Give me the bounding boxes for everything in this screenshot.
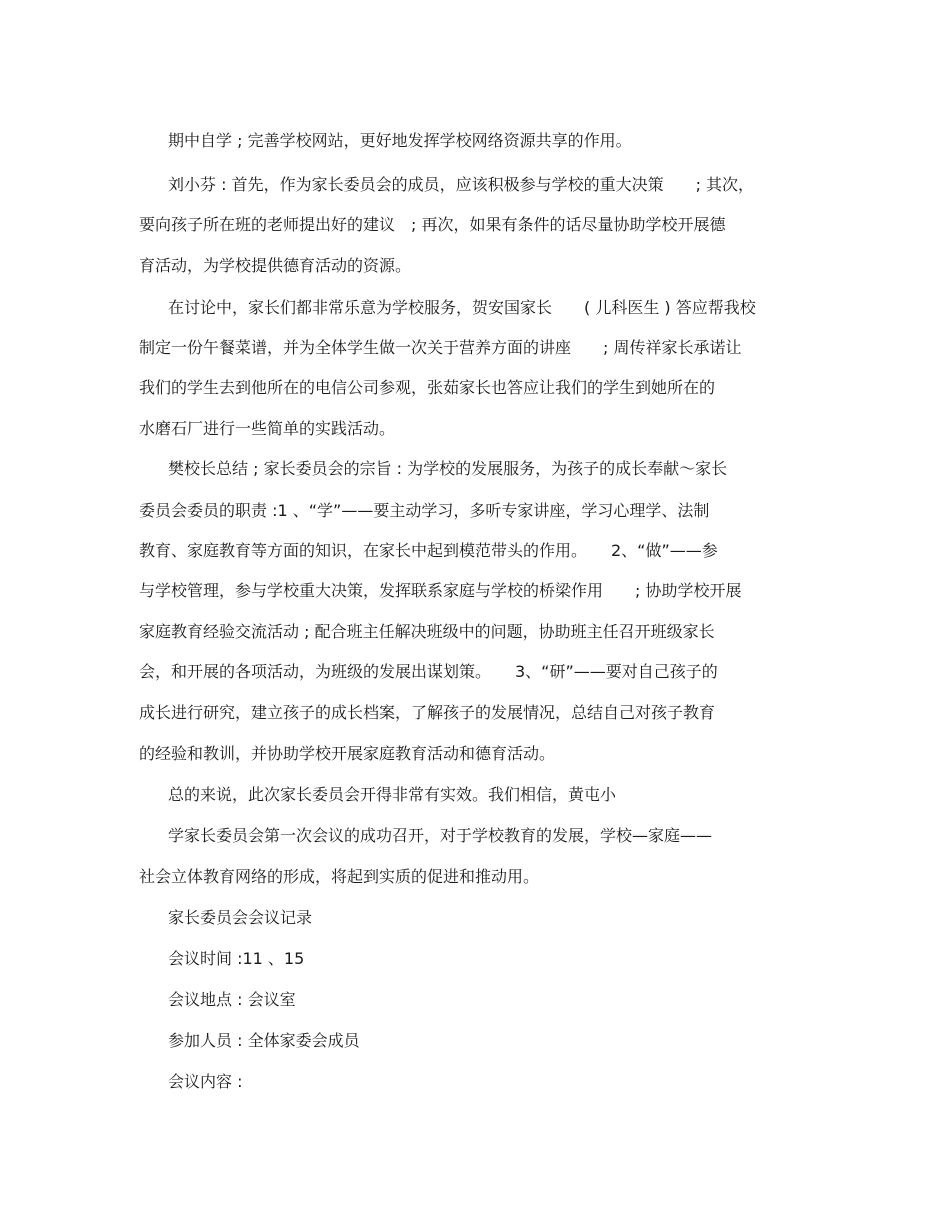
text-line: 的经验和教训，并协助学校开展家庭教育活动和德育活动。 xyxy=(139,744,556,763)
meeting-attendees: 参加人员 : 全体家委会成员 xyxy=(168,1031,360,1050)
text-line: 在讨论中，家长们都非常乐意为学校服务，贺安国家长 ( 儿科医生 ) 答应帮我校 xyxy=(168,298,756,317)
text-line: 总的来说，此次家长委员会开得非常有实效。我们相信，黄屯小 xyxy=(168,785,617,804)
text-line: 要向孩子所在班的老师提出好的建议 ; 再次，如果有条件的话尽量协助学校开展德 xyxy=(139,215,726,234)
meeting-content-label: 会议内容 : xyxy=(168,1072,243,1091)
text-line: 我们的学生去到他所在的电信公司参观，张茹家长也答应让我们的学生到她所在的 xyxy=(139,378,716,397)
text-line: 会，和开展的各项活动，为班级的发展出谋划策。 3、“研”——要对自己孩子的 xyxy=(139,662,718,681)
text-line: 家庭教育经验交流活动 ; 配合班主任解决班级中的问题，协助班主任召开班级家长 xyxy=(139,622,715,641)
meeting-time: 会议时间 :11 、15 xyxy=(168,949,305,968)
text-line: 期中自学 ; 完善学校网站，更好地发挥学校网络资源共享的作用。 xyxy=(168,131,632,150)
text-line: 刘小芬 : 首先，作为家长委员会的成员，应该积极参与学校的重大决策 ; 其次， xyxy=(168,175,755,194)
text-line: 教育、家庭教育等方面的知识，在家长中起到模范带头的作用。 2、“做”——参 xyxy=(139,541,718,560)
text-line: 水磨石厂进行一些简单的实践活动。 xyxy=(139,419,396,438)
text-line: 育活动，为学校提供德育活动的资源。 xyxy=(139,256,412,275)
text-line: 学家长委员会第一次会议的成功召开，对于学校教育的发展，学校—家庭—— xyxy=(168,826,713,845)
section-heading: 家长委员会会议记录 xyxy=(168,908,313,927)
text-line: 制定一份午餐菜谱，并为全体学生做一次关于营养方面的讲座 ; 周传祥家长承诺让 xyxy=(139,338,742,357)
text-line: 樊校长总结 ; 家长委员会的宗旨 : 为学校的发展服务，为孩子的成长奉献～家长 xyxy=(168,459,728,478)
text-line: 成长进行研究，建立孩子的成长档案，了解孩子的发展情况，总结自己对孩子教育 xyxy=(139,703,716,722)
meeting-location: 会议地点 : 会议室 xyxy=(168,990,296,1009)
text-line: 委员会委员的职责 :1 、“学”——要主动学习，多听专家讲座，学习心理学、法制 xyxy=(139,501,710,520)
text-line: 与学校管理，参与学校重大决策，发挥联系家庭与学校的桥梁作用 ; 协助学校开展 xyxy=(139,581,742,600)
text-line: 社会立体教育网络的形成，将起到实质的促进和推动用。 xyxy=(139,867,540,886)
